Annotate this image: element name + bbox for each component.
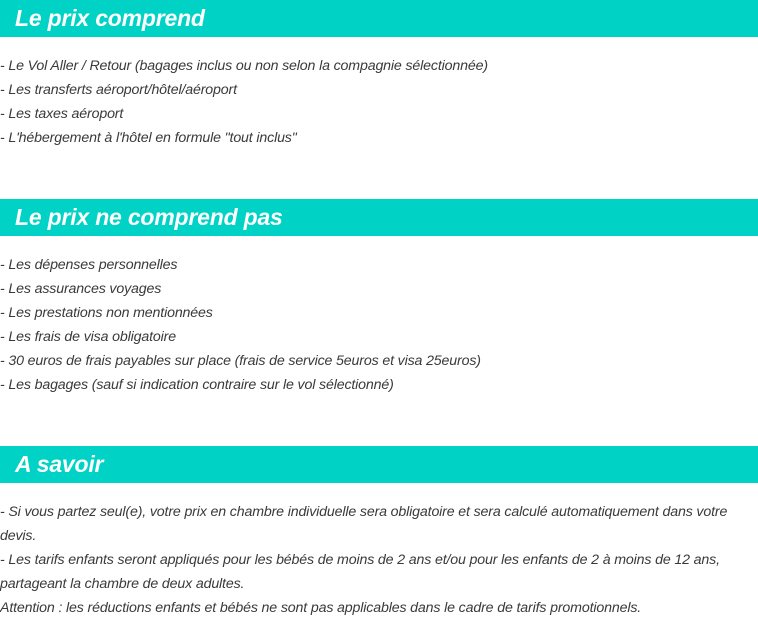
section-included [0,0,758,150]
info-paragraph: - Les tarifs enfants seront appliqués pour les bébés de moins de 2 ans et/ou pour les enfants de 2 à moins de 12 ans, partageant la chambre de deux adultes. [0,552,720,592]
list-item: - Les taxes aéroport [0,106,124,122]
included-list [0,54,758,150]
not-included-list [0,253,758,397]
list-item: - Les prestations non mentionnées [0,305,213,321]
info-paragraph: Attention : les réductions enfants et bébés ne sont pas applicables dans le cadre de tarifs promotionnels. [0,600,642,616]
section-title: Le prix comprend [15,5,205,31]
list-item: - L'hébergement à l'hôtel en formule "tout inclus" [0,130,297,146]
section-header-included [0,0,758,37]
section-title: Le prix ne comprend pas [15,204,283,230]
list-item: - Les dépenses personnelles [0,257,178,273]
info-paragraph: - Si vous partez seul(e), votre prix en chambre individuelle sera obligatoire et sera calculé automatiquement dans votre devis. [0,504,728,544]
list-item: - Les bagages (sauf si indication contraire sur le vol sélectionné) [0,377,394,393]
good-to-know-text [0,500,758,620]
section-header-good-to-know [0,446,758,483]
section-title: A savoir [15,451,104,477]
list-item: - Les assurances voyages [0,281,162,297]
list-item: - Les frais de visa obligatoire [0,329,176,345]
section-good-to-know [0,446,758,620]
section-not-included [0,199,758,397]
list-item: - Les transferts aéroport/hôtel/aéroport [0,82,237,98]
list-item: - Le Vol Aller / Retour (bagages inclus ou non selon la compagnie sélectionnée) [0,58,488,74]
section-header-not-included [0,199,758,236]
list-item: - 30 euros de frais payables sur place (frais de service 5euros et visa 25euros) [0,353,481,369]
